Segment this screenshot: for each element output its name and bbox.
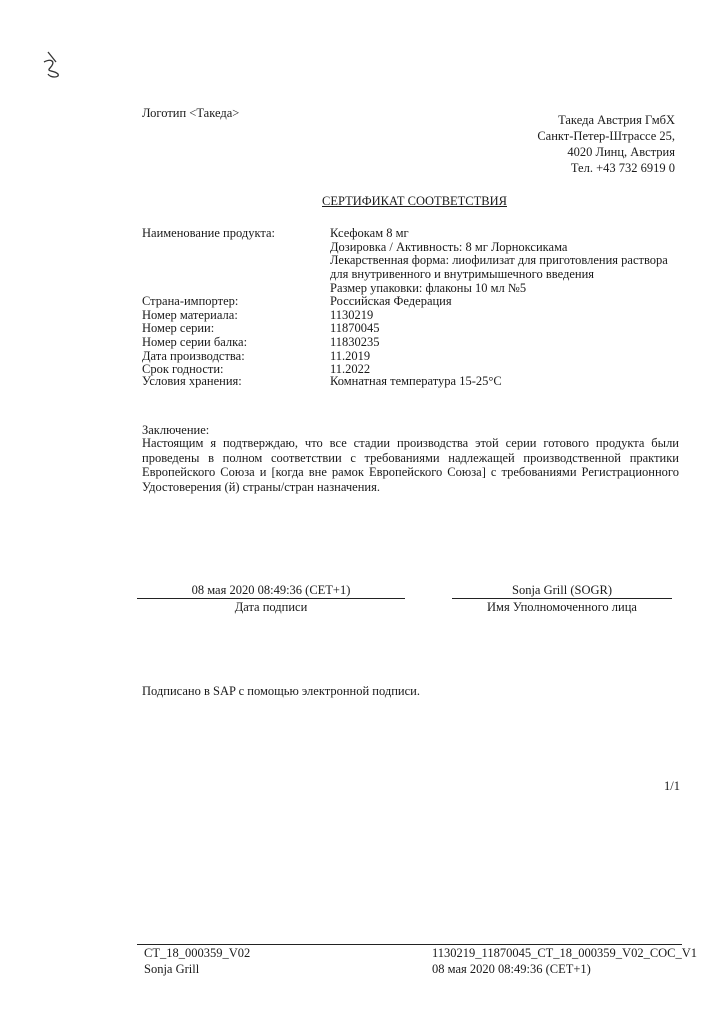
logo-placeholder: Логотип <Такеда> <box>142 106 240 120</box>
field-value: Российская Федерация <box>330 294 452 308</box>
field-label: Срок годности: <box>142 362 224 376</box>
product-line: Размер упаковки: флаконы 10 мл №5 <box>330 281 527 295</box>
field-label: Номер материала: <box>142 308 238 322</box>
footer-doc-id: CT_18_000359_V02 <box>144 946 251 960</box>
signature-date-line <box>137 598 405 599</box>
address-line: Санкт-Петер-Штрассе 25, <box>537 129 675 143</box>
signature-date-label: Дата подписи <box>234 600 308 614</box>
product-line: для внутривенного и внутримышечного введения <box>330 267 595 281</box>
page-number: 1/1 <box>664 779 680 793</box>
field-label: Номер серии: <box>142 321 215 335</box>
document-title: СЕРТИФИКАТ СООТВЕТСТВИЯ <box>322 194 507 208</box>
product-line: Лекарственная форма: лиофилизат для приготовления раствора <box>330 253 668 267</box>
handwritten-mark <box>38 48 72 82</box>
conclusion-heading: Заключение: <box>142 423 210 437</box>
product-label: Наименование продукта: <box>142 226 275 240</box>
signature-date: 08 мая 2020 08:49:36 (CET+1) <box>191 583 351 597</box>
field-value: 11.2019 <box>330 349 371 363</box>
product-line: Ксефокам 8 мг <box>330 226 409 240</box>
field-value: Комнатная температура 15-25°C <box>330 374 502 388</box>
field-value: 1130219 <box>330 308 374 322</box>
address-line: Такеда Австрия ГмбХ <box>558 113 675 127</box>
field-value: 11.2022 <box>330 362 371 376</box>
address-line: 4020 Линц, Австрия <box>567 145 675 159</box>
product-line: Дозировка / Активность: 8 мг Лорноксикама <box>330 240 568 254</box>
field-value: 11870045 <box>330 321 380 335</box>
footer-timestamp: 08 мая 2020 08:49:36 (CET+1) <box>432 962 591 976</box>
signatory-name: Sonja Grill (SOGR) <box>512 583 612 597</box>
footer-divider <box>137 944 682 945</box>
field-label: Условия хранения: <box>142 374 242 388</box>
signatory-name-line <box>452 598 672 599</box>
signatory-name-label: Имя Уполномоченного лица <box>487 600 637 614</box>
signed-note: Подписано в SAP с помощью электронной подписи. <box>142 684 420 698</box>
field-label: Номер серии балка: <box>142 335 248 349</box>
field-label: Страна-импортер: <box>142 294 239 308</box>
field-value: 11830235 <box>330 335 380 349</box>
footer-signer: Sonja Grill <box>144 962 200 976</box>
footer-file-id: 1130219_11870045_CT_18_000359_V02_COC_V1 <box>432 946 698 960</box>
address-line: Тел. +43 732 6919 0 <box>570 161 675 175</box>
conclusion-text: Настоящим я подтверждаю, что все стадии производства этой серии готового продукта были проведены в полном соответствии с требованиями надлежащей производственной практики Европейского Союза и [когда вне рамок Европейского Союза] с требованиями Регистрационного Удостоверения (й) страны/стран назначения. <box>142 436 679 494</box>
field-label: Дата производства: <box>142 349 245 363</box>
